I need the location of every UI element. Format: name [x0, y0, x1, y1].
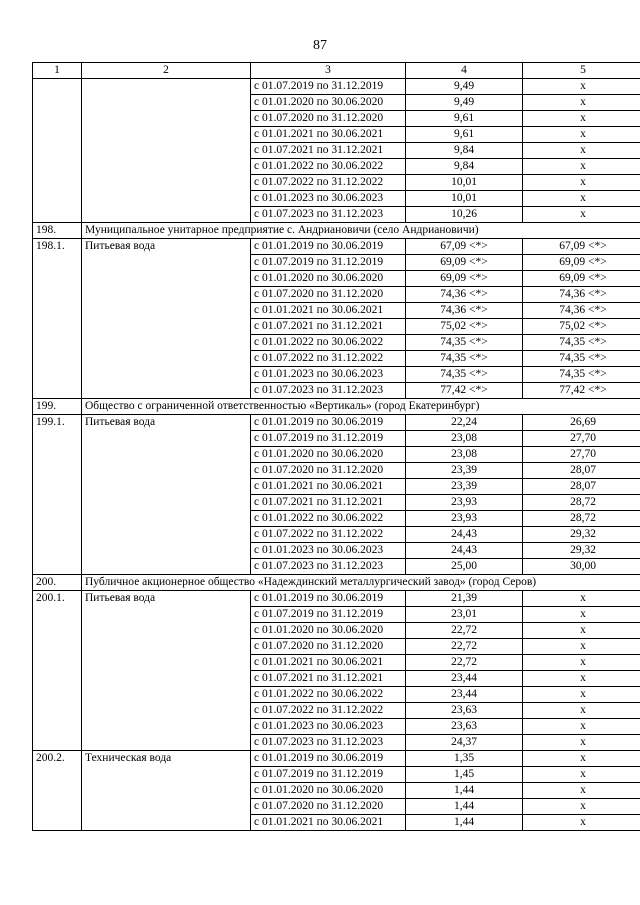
table-row: [33, 751, 640, 767]
page-number: 87: [313, 38, 327, 53]
service-name: Техническая вода: [82, 751, 251, 831]
tariff-vat-cell: x: [523, 671, 640, 687]
tariff-vat-cell: x: [523, 127, 640, 143]
tariff-cell: 74,35 <*>: [406, 351, 523, 367]
organization-row: [33, 223, 640, 239]
service-name: Питьевая вода: [82, 415, 251, 575]
period-cell: с 01.01.2021 по 30.06.2021: [251, 655, 406, 671]
period-cell: с 01.07.2021 по 31.12.2021: [251, 495, 406, 511]
tariff-cell: 23,39: [406, 479, 523, 495]
table-row: [33, 239, 640, 255]
organization-row: [33, 399, 640, 415]
tariff-vat-cell: x: [523, 799, 640, 815]
tariff-vat-cell: 28,07: [523, 479, 640, 495]
tariff-vat-cell: 69,09 <*>: [523, 271, 640, 287]
period-cell: с 01.01.2022 по 30.06.2022: [251, 511, 406, 527]
tariff-vat-cell: 27,70: [523, 431, 640, 447]
period-cell: с 01.01.2019 по 30.06.2019: [251, 239, 406, 255]
tariff-vat-cell: x: [523, 687, 640, 703]
service-number: 199.1.: [33, 415, 82, 575]
period-cell: с 01.01.2023 по 30.06.2023: [251, 719, 406, 735]
tariff-cell: 1,44: [406, 799, 523, 815]
tariff-cell: 10,01: [406, 191, 523, 207]
tariff-vat-cell: 74,35 <*>: [523, 335, 640, 351]
tariff-vat-cell: x: [523, 95, 640, 111]
tariff-vat-cell: x: [523, 767, 640, 783]
tariff-cell: 21,39: [406, 591, 523, 607]
tariff-cell: 9,84: [406, 143, 523, 159]
period-cell: с 01.07.2019 по 31.12.2019: [251, 607, 406, 623]
tariff-cell: 22,72: [406, 655, 523, 671]
period-cell: с 01.01.2021 по 30.06.2021: [251, 815, 406, 831]
tariff-cell: 24,43: [406, 543, 523, 559]
tariff-cell: 69,09 <*>: [406, 255, 523, 271]
tariff-cell: 23,08: [406, 447, 523, 463]
tariff-vat-cell: 74,36 <*>: [523, 287, 640, 303]
tariff-cell: 9,84: [406, 159, 523, 175]
tariff-cell: 23,63: [406, 719, 523, 735]
period-cell: с 01.01.2023 по 30.06.2023: [251, 367, 406, 383]
tariff-cell: 10,01: [406, 175, 523, 191]
tariff-vat-cell: 30,00: [523, 559, 640, 575]
period-cell: с 01.01.2022 по 30.06.2022: [251, 335, 406, 351]
row-number-cell: [33, 79, 82, 223]
period-cell: с 01.01.2020 по 30.06.2020: [251, 783, 406, 799]
tariff-vat-cell: x: [523, 735, 640, 751]
tariff-vat-cell: x: [523, 607, 640, 623]
period-cell: с 01.01.2021 по 30.06.2021: [251, 303, 406, 319]
organization-row: [33, 575, 640, 591]
service-number: 200.1.: [33, 591, 82, 751]
column-number-2: 2: [82, 63, 251, 79]
period-cell: с 01.01.2020 по 30.06.2020: [251, 271, 406, 287]
tariff-cell: 74,35 <*>: [406, 335, 523, 351]
tariff-cell: 23,01: [406, 607, 523, 623]
organization-name: Муниципальное унитарное предприятие с. Андриановичи (село Андриановичи): [82, 223, 640, 239]
tariff-vat-cell: 28,72: [523, 495, 640, 511]
tariff-cell: 9,61: [406, 127, 523, 143]
tariff-cell: 23,39: [406, 463, 523, 479]
period-cell: с 01.07.2023 по 31.12.2023: [251, 383, 406, 399]
period-cell: с 01.07.2019 по 31.12.2019: [251, 431, 406, 447]
tariff-cell: 75,02 <*>: [406, 319, 523, 335]
period-cell: с 01.01.2022 по 30.06.2022: [251, 159, 406, 175]
tariff-cell: 77,42 <*>: [406, 383, 523, 399]
period-cell: с 01.01.2023 по 30.06.2023: [251, 191, 406, 207]
column-number-4: 4: [406, 63, 523, 79]
tariff-cell: 24,43: [406, 527, 523, 543]
tariff-cell: 23,08: [406, 431, 523, 447]
tariff-vat-cell: x: [523, 703, 640, 719]
tariff-vat-cell: x: [523, 111, 640, 127]
column-number-3: 3: [251, 63, 406, 79]
tariff-vat-cell: 28,07: [523, 463, 640, 479]
period-cell: с 01.01.2022 по 30.06.2022: [251, 687, 406, 703]
tariff-cell: 67,09 <*>: [406, 239, 523, 255]
period-cell: с 01.07.2020 по 31.12.2020: [251, 463, 406, 479]
period-cell: с 01.01.2023 по 30.06.2023: [251, 543, 406, 559]
period-cell: с 01.07.2023 по 31.12.2023: [251, 735, 406, 751]
service-name-cell: [82, 79, 251, 223]
tariff-vat-cell: x: [523, 639, 640, 655]
organization-number: 199.: [33, 399, 82, 415]
period-cell: с 01.01.2019 по 30.06.2019: [251, 751, 406, 767]
tariff-cell: 9,49: [406, 79, 523, 95]
tariff-cell: 22,72: [406, 639, 523, 655]
tariff-vat-cell: 74,36 <*>: [523, 303, 640, 319]
tariff-vat-cell: x: [523, 591, 640, 607]
period-cell: с 01.07.2019 по 31.12.2019: [251, 79, 406, 95]
tariff-cell: 23,44: [406, 687, 523, 703]
period-cell: с 01.01.2020 по 30.06.2020: [251, 95, 406, 111]
tariff-vat-cell: x: [523, 191, 640, 207]
period-cell: с 01.01.2021 по 30.06.2021: [251, 479, 406, 495]
column-number-1: 1: [33, 63, 82, 79]
tariff-vat-cell: 77,42 <*>: [523, 383, 640, 399]
service-name: Питьевая вода: [82, 591, 251, 751]
tariff-vat-cell: 67,09 <*>: [523, 239, 640, 255]
table-row: [33, 415, 640, 431]
tariff-cell: 23,93: [406, 511, 523, 527]
period-cell: с 01.07.2019 по 31.12.2019: [251, 255, 406, 271]
tariff-vat-cell: x: [523, 655, 640, 671]
tariff-cell: 1,35: [406, 751, 523, 767]
organization-number: 200.: [33, 575, 82, 591]
period-cell: с 01.07.2022 по 31.12.2022: [251, 175, 406, 191]
tariff-vat-cell: 69,09 <*>: [523, 255, 640, 271]
tariff-vat-cell: 27,70: [523, 447, 640, 463]
period-cell: с 01.07.2019 по 31.12.2019: [251, 767, 406, 783]
period-cell: с 01.07.2021 по 31.12.2021: [251, 143, 406, 159]
tariff-cell: 74,36 <*>: [406, 287, 523, 303]
period-cell: с 01.01.2020 по 30.06.2020: [251, 447, 406, 463]
period-cell: с 01.01.2021 по 30.06.2021: [251, 127, 406, 143]
tariff-vat-cell: x: [523, 175, 640, 191]
tariff-cell: 1,45: [406, 767, 523, 783]
tariff-vat-cell: x: [523, 783, 640, 799]
period-cell: с 01.07.2020 по 31.12.2020: [251, 639, 406, 655]
tariff-vat-cell: x: [523, 159, 640, 175]
tariff-cell: 1,44: [406, 783, 523, 799]
header-row: [33, 63, 640, 79]
period-cell: с 01.07.2021 по 31.12.2021: [251, 319, 406, 335]
tariff-cell: 9,61: [406, 111, 523, 127]
period-cell: с 01.07.2020 по 31.12.2020: [251, 111, 406, 127]
period-cell: с 01.07.2023 по 31.12.2023: [251, 207, 406, 223]
tariff-vat-cell: x: [523, 143, 640, 159]
period-cell: с 01.07.2022 по 31.12.2022: [251, 703, 406, 719]
period-cell: с 01.07.2022 по 31.12.2022: [251, 527, 406, 543]
tariff-cell: 24,37: [406, 735, 523, 751]
tariff-vat-cell: 74,35 <*>: [523, 351, 640, 367]
tariff-cell: 22,72: [406, 623, 523, 639]
table-row: [33, 79, 640, 95]
tariff-vat-cell: 26,69: [523, 415, 640, 431]
organization-name: Общество с ограниченной ответственностью «Вертикаль» (город Екатеринбург): [82, 399, 640, 415]
organization-number: 198.: [33, 223, 82, 239]
period-cell: с 01.07.2021 по 31.12.2021: [251, 671, 406, 687]
tariff-cell: 23,93: [406, 495, 523, 511]
period-cell: с 01.01.2019 по 30.06.2019: [251, 591, 406, 607]
tariff-cell: 74,36 <*>: [406, 303, 523, 319]
tariff-table: [32, 62, 640, 831]
tariff-cell: 1,44: [406, 815, 523, 831]
period-cell: с 01.07.2023 по 31.12.2023: [251, 559, 406, 575]
period-cell: с 01.01.2019 по 30.06.2019: [251, 415, 406, 431]
tariff-vat-cell: x: [523, 751, 640, 767]
service-number: 198.1.: [33, 239, 82, 399]
organization-name: Публичное акционерное общество «Надеждинский металлургический завод» (город Серов): [82, 575, 640, 591]
tariff-cell: 22,24: [406, 415, 523, 431]
tariff-vat-cell: 75,02 <*>: [523, 319, 640, 335]
tariff-vat-cell: x: [523, 815, 640, 831]
tariff-vat-cell: x: [523, 623, 640, 639]
tariff-cell: 9,49: [406, 95, 523, 111]
tariff-vat-cell: x: [523, 207, 640, 223]
table-row: [33, 591, 640, 607]
period-cell: с 01.07.2020 по 31.12.2020: [251, 287, 406, 303]
period-cell: с 01.01.2020 по 30.06.2020: [251, 623, 406, 639]
tariff-vat-cell: x: [523, 79, 640, 95]
tariff-cell: 25,00: [406, 559, 523, 575]
service-name: Питьевая вода: [82, 239, 251, 399]
tariff-vat-cell: x: [523, 719, 640, 735]
tariff-vat-cell: 74,35 <*>: [523, 367, 640, 383]
tariff-cell: 23,44: [406, 671, 523, 687]
service-number: 200.2.: [33, 751, 82, 831]
tariff-vat-cell: 29,32: [523, 527, 640, 543]
tariff-cell: 10,26: [406, 207, 523, 223]
period-cell: с 01.07.2022 по 31.12.2022: [251, 351, 406, 367]
tariff-cell: 69,09 <*>: [406, 271, 523, 287]
column-number-5: 5: [523, 63, 640, 79]
tariff-vat-cell: 28,72: [523, 511, 640, 527]
tariff-cell: 74,35 <*>: [406, 367, 523, 383]
tariff-vat-cell: 29,32: [523, 543, 640, 559]
tariff-cell: 23,63: [406, 703, 523, 719]
period-cell: с 01.07.2020 по 31.12.2020: [251, 799, 406, 815]
